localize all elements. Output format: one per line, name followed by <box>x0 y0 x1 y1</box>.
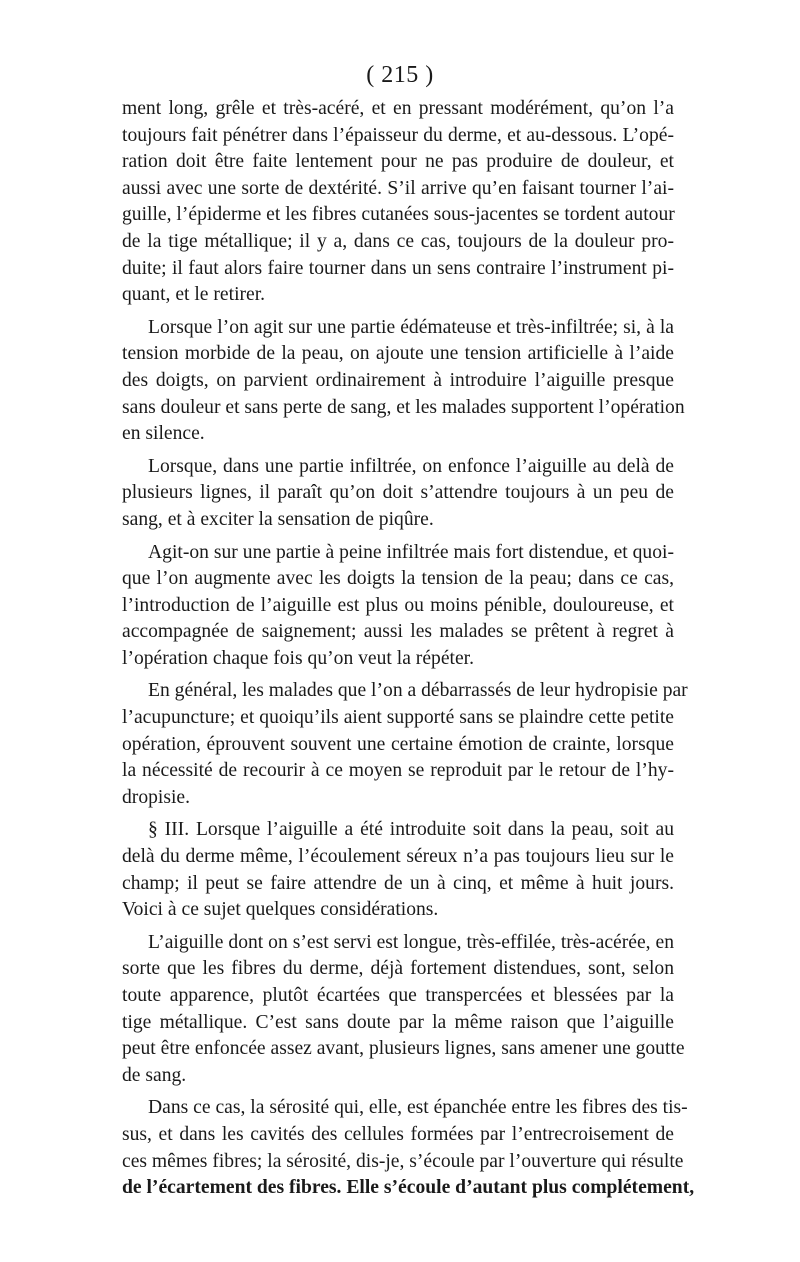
text-line: que l’on augmente avec les doigts la tension de la peau; dans ce cas, <box>122 568 674 590</box>
text-line: ces mêmes fibres; la sérosité, dis-je, s’écoule par l’ouverture qui résulte <box>122 1150 684 1172</box>
text-line: l’introduction de l’aiguille est plus ou moins pénible, douloureuse, et <box>122 594 674 616</box>
text-line: duite; il faut alors faire tourner dans un sens contraire l’instrument pi- <box>122 257 674 279</box>
text-line: l’opération chaque fois qu’on veut la répéter. <box>122 647 475 669</box>
page-number: ( 215 ) <box>366 62 434 88</box>
text-line: tension morbide de la peau, on ajoute une tension artificielle à l’aide <box>122 343 674 365</box>
text-line: sus, et dans les cavités des cellules formées par l’entrecroisement de <box>122 1123 674 1145</box>
text-line: champ; il peut se faire attendre de un à cinq, et même à huit jours. <box>122 872 674 894</box>
text-line: plusieurs lignes, il paraît qu’on doit s’attendre toujours à un peu de <box>122 482 674 504</box>
text-line: sorte que les fibres du derme, déjà fortement distendues, sont, selon <box>122 958 674 980</box>
text-line: l’acupuncture; et quoiqu’ils aient supporté sans se plaindre cette petite <box>122 707 674 729</box>
text-line: L’aiguille dont on s’est servi est longue, très-effilée, très-acérée, en <box>148 931 674 953</box>
text-line: peut être enfoncée assez avant, plusieurs lignes, sans amener une goutte <box>122 1038 685 1060</box>
text-line: opération, éprouvent souvent une certaine émotion de crainte, lorsque <box>122 733 674 755</box>
text-line: de l’écartement des fibres. Elle s’écoule d’autant plus complétement, <box>122 1177 695 1199</box>
text-line: aussi avec une sorte de dextérité. S’il arrive qu’en faisant tourner l’ai- <box>122 177 674 199</box>
text-line: de la tige métallique; il y a, dans ce cas, toujours de la douleur pro- <box>122 230 674 252</box>
text-line: Voici à ce sujet quelques considérations. <box>122 899 439 921</box>
text-line: en silence. <box>122 423 205 445</box>
section-heading-line: § III. Lorsque l’aiguille a été introduite soit dans la peau, soit au <box>148 819 674 841</box>
text-line: delà du derme même, l’écoulement séreux n’a pas toujours lieu sur le <box>122 846 674 868</box>
text-line: guille, l’épiderme et les fibres cutanées sous-jacentes se tordent autour <box>122 204 675 226</box>
text-line: la nécessité de recourir à ce moyen se reproduit par le retour de l’hy- <box>122 760 674 782</box>
text-line: ment long, grêle et très-acéré, et en pressant modérément, qu’on l’a <box>122 98 674 119</box>
body-text <box>122 96 695 1202</box>
text-line: ration doit être faite lentement pour ne pas produire de douleur, et <box>122 151 674 173</box>
text-line: sans douleur et sans perte de sang, et les malades supportent l’opération <box>122 396 685 418</box>
text-line: toujours fait pénétrer dans l’épaisseur du derme, et au-dessous. L’opé- <box>122 124 674 146</box>
text-line: En général, les malades que l’on a débarrassés de leur hydropisie par <box>148 680 688 702</box>
text-line: des doigts, on parvient ordinairement à introduire l’aiguille presque <box>122 369 674 391</box>
text-line: tige métallique. C’est sans doute par la même raison que l’aiguille <box>122 1011 674 1033</box>
text-line: Lorsque l’on agit sur une partie édémateuse et très-infiltrée; si, à la <box>148 316 674 338</box>
text-line: accompagnée de saignement; aussi les malades se prêtent à regret à <box>122 621 674 643</box>
text-line: toute apparence, plutôt écartées que transpercées et blessées par la <box>122 985 674 1006</box>
text-line: Agit-on sur une partie à peine infiltrée mais fort distendue, et quoi- <box>148 541 674 563</box>
text-line: Lorsque, dans une partie infiltrée, on enfonce l’aiguille au delà de <box>148 455 674 477</box>
text-line: de sang. <box>122 1064 187 1086</box>
text-line: quant, et le retirer. <box>122 284 266 306</box>
text-line: dropisie. <box>122 786 191 808</box>
text-line: Dans ce cas, la sérosité qui, elle, est épanchée entre les fibres des tis- <box>148 1097 688 1119</box>
text-line: sang, et à exciter la sensation de piqûre. <box>122 508 434 530</box>
